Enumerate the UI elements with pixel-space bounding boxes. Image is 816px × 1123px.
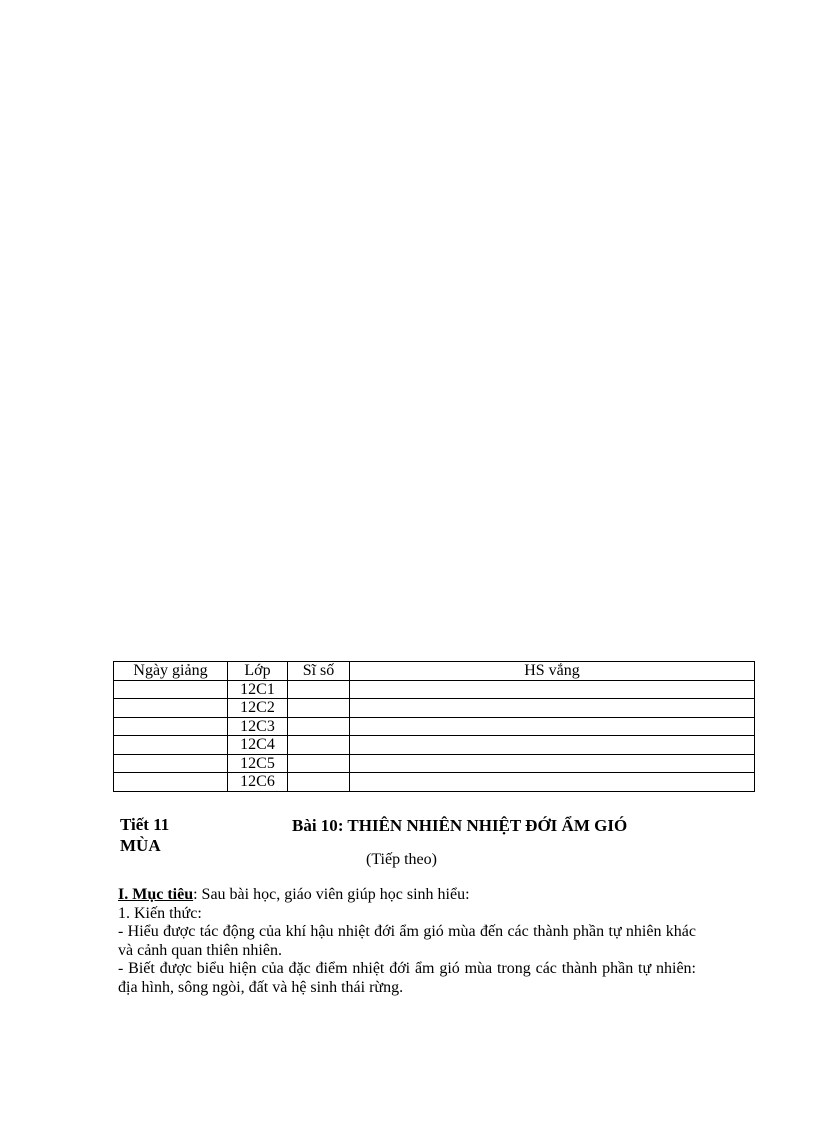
cell-class: 12C2 xyxy=(228,699,288,718)
lesson-title-text: : THIÊN NHIÊN NHIỆT ĐỚI ẨM GIÓ xyxy=(337,816,628,835)
table-row xyxy=(114,754,755,773)
continued-note: (Tiếp theo) xyxy=(366,851,437,868)
table-row xyxy=(114,736,755,755)
table-row xyxy=(114,773,755,792)
cell-count xyxy=(288,717,350,736)
table-row xyxy=(114,699,755,718)
lesson-period xyxy=(120,814,169,856)
table-row xyxy=(114,680,755,699)
cell-date xyxy=(114,680,228,699)
period-label: Tiết 11 xyxy=(120,815,170,834)
cell-class: 12C1 xyxy=(228,680,288,699)
cell-absent xyxy=(350,699,755,718)
lesson-title xyxy=(292,815,627,836)
knowledge-point-2: - Biết được biểu hiện của đặc điểm nhiệt đới ẩm gió mùa trong các thành phần tự nhiên: địa hình, sông ngòi, đất và hệ sinh thái rừng. xyxy=(118,960,696,996)
knowledge-heading: 1. Kiến thức: xyxy=(118,904,202,922)
header-date: Ngày giảng xyxy=(114,662,228,681)
period-continuation: MÙA xyxy=(120,836,161,855)
cell-count xyxy=(288,754,350,773)
cell-date xyxy=(114,736,228,755)
cell-absent xyxy=(350,754,755,773)
cell-date xyxy=(114,754,228,773)
class-schedule-table xyxy=(113,661,755,792)
objectives-intro: : Sau bài học, giáo viên giúp học sinh hiểu: xyxy=(193,886,470,903)
objectives-line xyxy=(118,886,696,905)
cell-count xyxy=(288,699,350,718)
lesson-body xyxy=(118,886,696,997)
cell-class: 12C6 xyxy=(228,773,288,792)
cell-date xyxy=(114,699,228,718)
cell-date xyxy=(114,773,228,792)
table-row xyxy=(114,717,755,736)
cell-count xyxy=(288,680,350,699)
cell-count xyxy=(288,773,350,792)
objectives-heading: I. Mục tiêu xyxy=(118,886,194,903)
knowledge-point-1: - Hiểu được tác động của khí hậu nhiệt đới ẩm gió mùa đến các thành phần tự nhiên khác và cảnh quan thiên nhiên. xyxy=(118,923,696,959)
cell-class: 12C3 xyxy=(228,717,288,736)
lesson-number: Bài 10 xyxy=(292,816,338,835)
header-count: Sĩ số xyxy=(288,662,350,681)
header-absent: HS vắng xyxy=(350,662,755,681)
table-header-row xyxy=(114,662,755,681)
cell-class: 12C4 xyxy=(228,736,288,755)
cell-count xyxy=(288,736,350,755)
header-class: Lớp xyxy=(228,662,288,681)
cell-absent xyxy=(350,773,755,792)
cell-absent xyxy=(350,680,755,699)
cell-absent xyxy=(350,717,755,736)
cell-absent xyxy=(350,736,755,755)
cell-date xyxy=(114,717,228,736)
cell-class: 12C5 xyxy=(228,754,288,773)
